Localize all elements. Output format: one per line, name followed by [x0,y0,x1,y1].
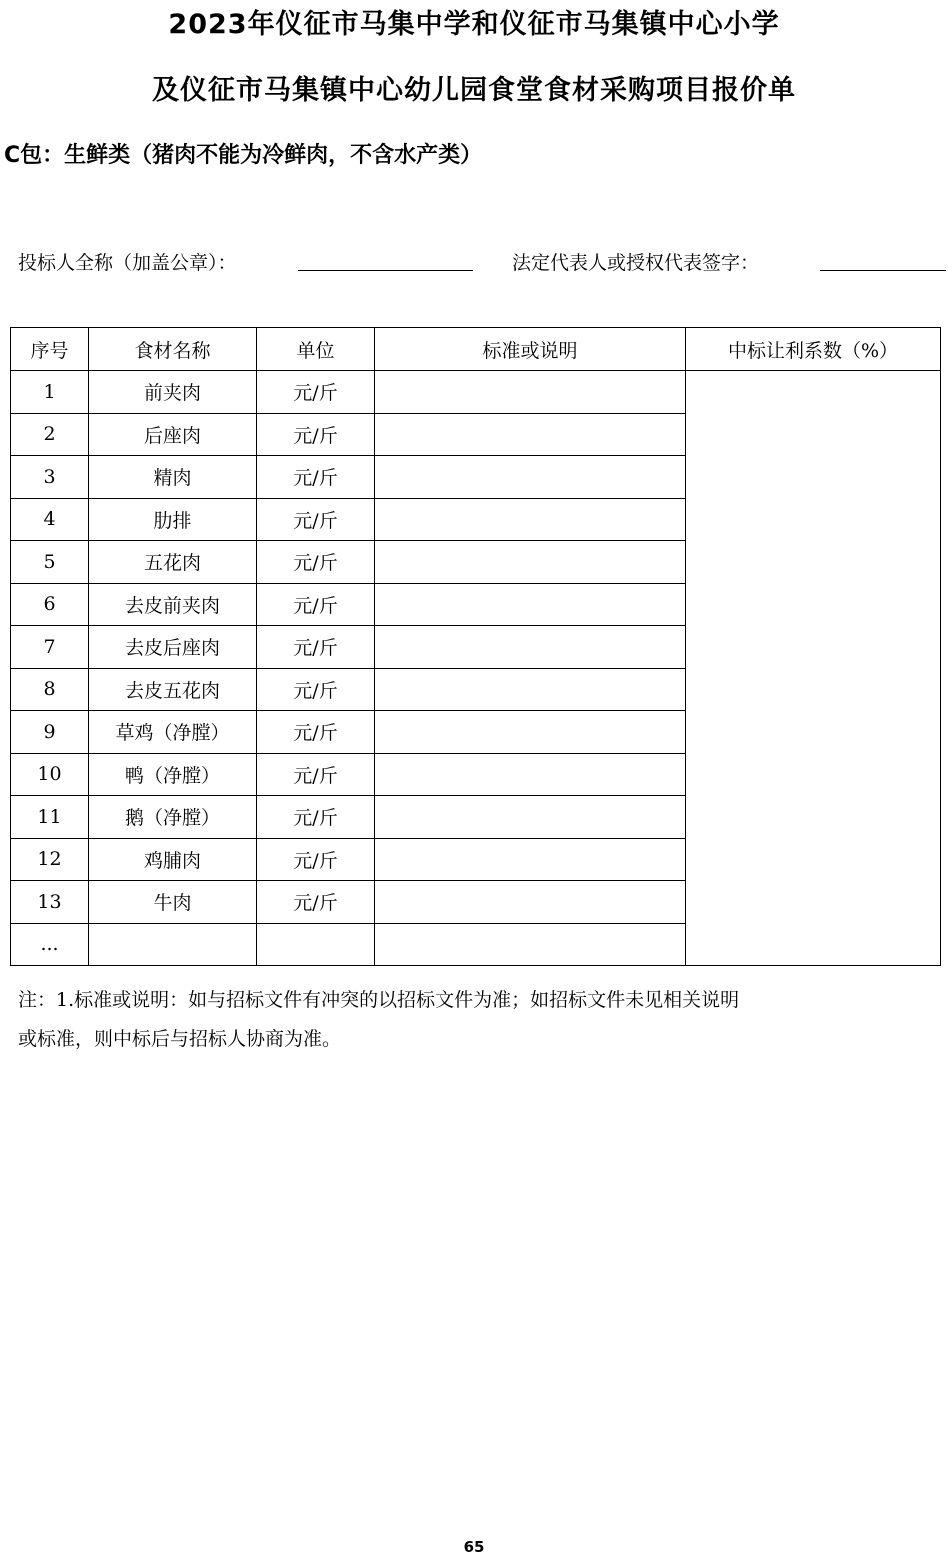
row-name: 去皮后座肉 [89,626,257,669]
row-name: 鹅（净膛） [89,796,257,839]
row-seq: 6 [11,583,89,626]
table-row [11,371,941,414]
row-unit: 元/斤 [257,711,375,754]
row-seq: 7 [11,626,89,669]
page-number: 65 [463,1538,485,1556]
document-title-line2: 及仪征市马集镇中心幼儿园食堂食材采购项目报价单 [152,75,796,106]
row-seq: ... [11,923,89,966]
row-spec-cell[interactable] [375,753,686,796]
row-unit: 元/斤 [257,838,375,881]
row-seq: 9 [11,711,89,754]
row-name: 牛肉 [89,881,257,924]
row-unit: 元/斤 [257,456,375,499]
header-unit: 单位 [257,328,375,371]
bidder-name-label: 投标人全称（加盖公章）： [18,252,237,274]
note-line2: 或标准，则中标后与招标人协商为准。 [18,1028,342,1050]
row-seq: 1 [11,371,89,414]
row-spec-cell[interactable] [375,626,686,669]
row-name: 前夹肉 [89,371,257,414]
row-spec-cell[interactable] [375,413,686,456]
bidder-name-field[interactable] [298,270,473,271]
row-name: 精肉 [89,456,257,499]
row-name: 去皮五花肉 [89,668,257,711]
row-name: 后座肉 [89,413,257,456]
row-seq: 8 [11,668,89,711]
row-name: 鸡脯肉 [89,838,257,881]
row-spec-cell[interactable] [375,838,686,881]
row-spec-cell[interactable] [375,541,686,584]
row-unit: 元/斤 [257,583,375,626]
row-unit [257,923,375,966]
row-name: 肋排 [89,498,257,541]
row-spec-cell[interactable] [375,881,686,924]
row-unit: 元/斤 [257,881,375,924]
row-unit: 元/斤 [257,668,375,711]
row-seq: 5 [11,541,89,584]
row-unit: 元/斤 [257,626,375,669]
header-spec: 标准或说明 [375,328,686,371]
row-name: 五花肉 [89,541,257,584]
row-seq: 13 [11,881,89,924]
row-spec-cell[interactable] [375,796,686,839]
row-spec-cell[interactable] [375,371,686,414]
header-rate: 中标让利系数（%） [686,328,941,371]
package-heading: C包：生鲜类（猪肉不能为冷鲜肉，不含水产类） [4,143,483,168]
row-spec-cell[interactable] [375,711,686,754]
row-unit: 元/斤 [257,371,375,414]
header-name: 食材名称 [89,328,257,371]
row-name: 去皮前夹肉 [89,583,257,626]
representative-signature-label: 法定代表人或授权代表签字： [512,252,760,274]
row-unit: 元/斤 [257,413,375,456]
row-spec-cell[interactable] [375,456,686,499]
row-spec-cell[interactable] [375,668,686,711]
row-seq: 10 [11,753,89,796]
header-seq: 序号 [11,328,89,371]
note-line1: 注：1.标准或说明：如与招标文件有冲突的以招标文件为准；如招标文件未见相关说明 [18,989,740,1011]
row-name [89,923,257,966]
row-unit: 元/斤 [257,541,375,584]
row-unit: 元/斤 [257,498,375,541]
rate-cell[interactable] [686,371,941,966]
document-title-line1: 2023年仪征市马集中学和仪征市马集镇中心小学 [168,9,780,40]
row-spec-cell[interactable] [375,583,686,626]
row-seq: 2 [11,413,89,456]
representative-signature-field[interactable] [820,270,946,271]
row-unit: 元/斤 [257,796,375,839]
row-unit: 元/斤 [257,753,375,796]
table-header-row [11,328,941,371]
quotation-table [10,327,941,966]
row-seq: 11 [11,796,89,839]
row-seq: 4 [11,498,89,541]
row-name: 草鸡（净膛） [89,711,257,754]
row-seq: 12 [11,838,89,881]
row-spec-cell[interactable] [375,498,686,541]
row-spec-cell[interactable] [375,923,686,966]
row-name: 鸭（净膛） [89,753,257,796]
row-seq: 3 [11,456,89,499]
